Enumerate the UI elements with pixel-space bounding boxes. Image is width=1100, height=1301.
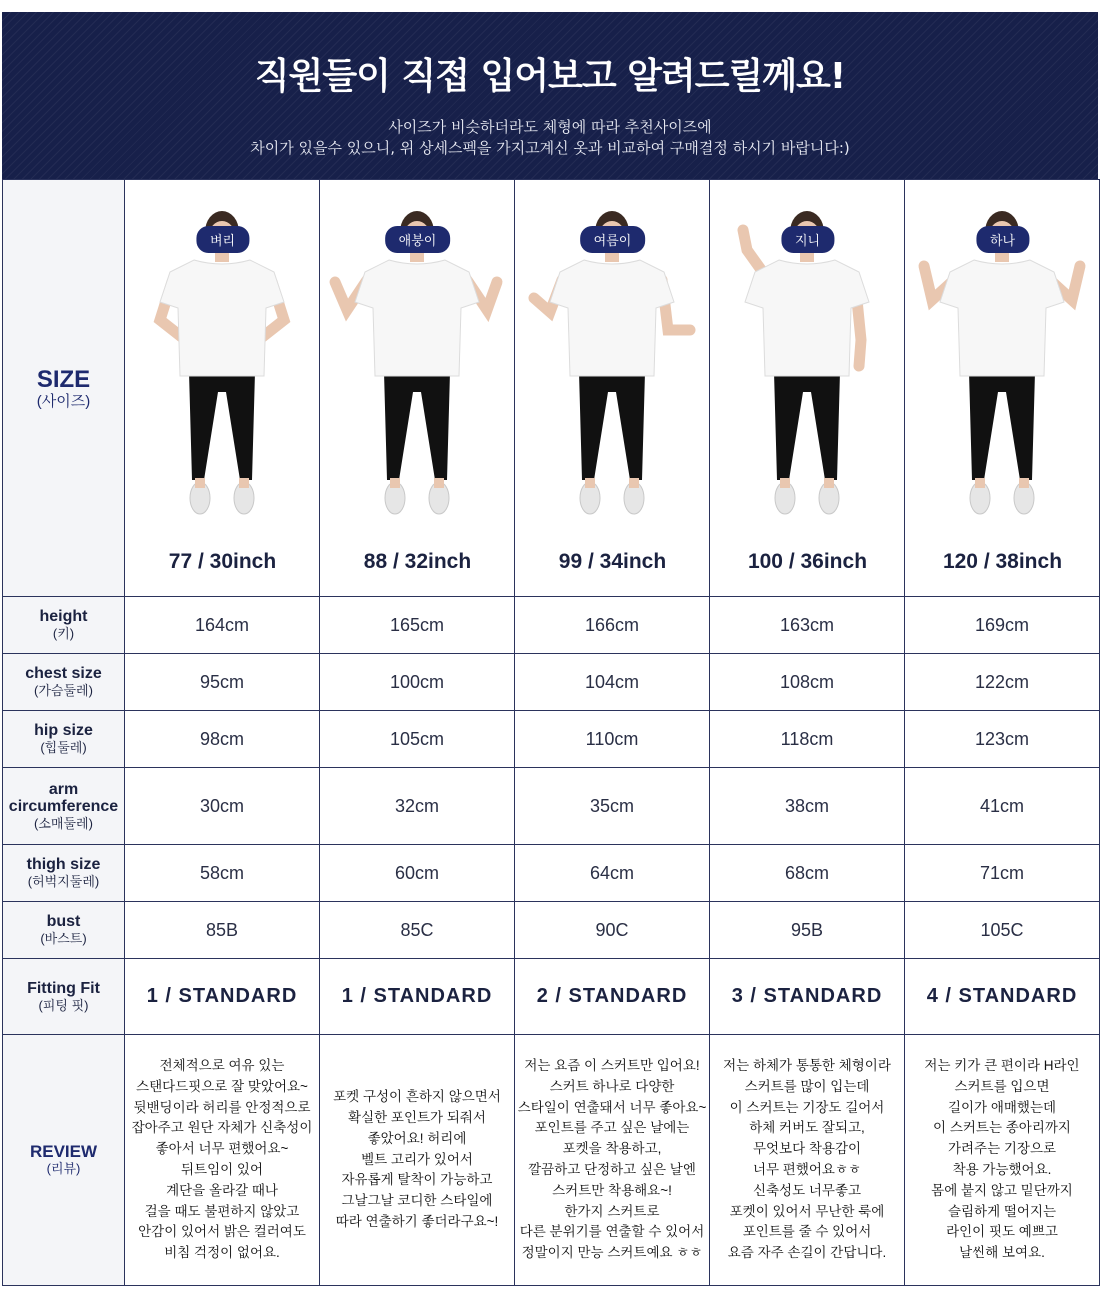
review-line: 날씬해 보여요. bbox=[959, 1245, 1045, 1261]
model-cell bbox=[320, 180, 515, 597]
arm-label-ko: (소매둘레) bbox=[34, 815, 93, 831]
arm-label-1: arm bbox=[48, 780, 79, 798]
model-figure bbox=[515, 180, 710, 596]
chest-value: 95cm bbox=[125, 654, 320, 711]
review-line: 뒤트임이 있어 bbox=[181, 1162, 263, 1177]
model-name-badge: 벼리 bbox=[196, 226, 249, 253]
review-line: 정말이지 만능 스커트예요 ㅎㅎ bbox=[521, 1245, 703, 1261]
review-line: 라인이 핏도 예쁘고 bbox=[946, 1224, 1058, 1240]
white-tshirt bbox=[550, 260, 674, 376]
model-size-label: 99 / 34inch bbox=[558, 550, 667, 573]
review-line: 포인트를 줄 수 있어서 bbox=[742, 1224, 872, 1240]
height-row bbox=[3, 597, 1100, 654]
fit-label: Fitting Fit bbox=[27, 979, 100, 997]
review-line: 스커트만 착용해요~! bbox=[552, 1182, 672, 1198]
fit-value: 2 / STANDARD bbox=[515, 959, 710, 1035]
bust-value: 85C bbox=[320, 902, 515, 959]
chest-label: chest size bbox=[25, 665, 102, 682]
review-line: 잡아주고 원단 자체가 신축성이 bbox=[131, 1120, 313, 1136]
fit-value: 3 / STANDARD bbox=[710, 959, 905, 1035]
review-line: 가려주는 기장으로 bbox=[947, 1141, 1057, 1157]
chest-value: 122cm bbox=[905, 654, 1100, 711]
bust-value: 95B bbox=[710, 902, 905, 959]
review-text bbox=[710, 1035, 905, 1286]
thigh-label-cell bbox=[3, 845, 125, 902]
model-size-label: 77 / 30inch bbox=[168, 550, 277, 573]
review-line: 자유롭게 탈착이 가능하고 bbox=[341, 1172, 493, 1188]
review-line: 뒷밴딩이라 허리를 안정적으로 bbox=[133, 1099, 311, 1115]
size-label: SIZE bbox=[36, 365, 91, 393]
subtitle-line-2: 차이가 있을수 있으니, 위 상세스펙을 가지고계신 옷과 비교하여 구매결정 하시기 바랍니다:) bbox=[250, 139, 850, 157]
bust-value: 105C bbox=[905, 902, 1100, 959]
review-line: 걸을 때도 불편하지 않았고 bbox=[144, 1203, 300, 1219]
model-cell bbox=[125, 180, 320, 597]
review-line: 계단을 올라갈 때나 bbox=[166, 1182, 278, 1198]
thigh-value: 71cm bbox=[905, 845, 1100, 902]
fit-row bbox=[3, 959, 1100, 1035]
arm-label-2: circumference bbox=[8, 797, 119, 815]
height-label-cell bbox=[3, 597, 125, 654]
chest-value: 108cm bbox=[710, 654, 905, 711]
review-line: 그날그날 코디한 스타일에 bbox=[341, 1193, 493, 1209]
white-tshirt bbox=[745, 260, 869, 376]
height-value: 166cm bbox=[515, 597, 710, 654]
height-label-ko: (키) bbox=[52, 626, 75, 641]
model-cell bbox=[515, 180, 710, 597]
review-line: 몸에 붙지 않고 밑단까지 bbox=[931, 1182, 1073, 1198]
model-size-label: 88 / 32inch bbox=[363, 550, 472, 573]
arm-label-cell bbox=[3, 768, 125, 845]
fit-value: 1 / STANDARD bbox=[125, 959, 320, 1035]
review-line: 무엇보다 착용감이 bbox=[752, 1141, 862, 1157]
right-ankle bbox=[434, 478, 444, 488]
leggings bbox=[189, 372, 255, 480]
review-text bbox=[515, 1035, 710, 1286]
right-ankle bbox=[239, 478, 249, 488]
model-name-badge: 애붕이 bbox=[385, 226, 451, 253]
left-ankle bbox=[390, 478, 400, 488]
chest-value: 104cm bbox=[515, 654, 710, 711]
height-label: height bbox=[39, 608, 88, 625]
arm-value: 41cm bbox=[905, 768, 1100, 845]
hip-value: 118cm bbox=[710, 711, 905, 768]
leggings bbox=[969, 372, 1035, 480]
model-name-badge: 하나 bbox=[976, 226, 1029, 253]
bust-row bbox=[3, 902, 1100, 959]
hip-row bbox=[3, 711, 1100, 768]
bust-label: bust bbox=[46, 913, 81, 930]
height-value: 163cm bbox=[710, 597, 905, 654]
fit-label-cell bbox=[3, 959, 125, 1035]
page-subtitle bbox=[2, 117, 1098, 159]
review-line: 저는 요즘 이 스커트만 입어요! bbox=[524, 1058, 700, 1074]
leggings bbox=[579, 372, 645, 480]
review-line: 스커트를 많이 입는데 bbox=[744, 1078, 870, 1094]
white-tshirt bbox=[355, 260, 479, 376]
chest-row bbox=[3, 654, 1100, 711]
review-line: 비침 걱정이 없어요. bbox=[164, 1245, 280, 1261]
review-line: 전체적으로 여유 있는 bbox=[159, 1058, 285, 1074]
left-ankle bbox=[975, 478, 985, 488]
review-line: 이 스커트는 종아리까지 bbox=[933, 1120, 1071, 1136]
thigh-value: 58cm bbox=[125, 845, 320, 902]
review-line: 스커트를 입으면 bbox=[954, 1078, 1050, 1094]
model-name-badge: 여름이 bbox=[580, 226, 646, 253]
thigh-label: thigh size bbox=[26, 856, 101, 873]
left-ankle bbox=[780, 478, 790, 488]
review-line: 좋았어요! 허리에 bbox=[367, 1130, 467, 1146]
leggings bbox=[384, 372, 450, 480]
review-line: 너무 편했어요ㅎㅎ bbox=[752, 1162, 862, 1177]
height-value: 169cm bbox=[905, 597, 1100, 654]
review-line: 벨트 고리가 있어서 bbox=[361, 1151, 473, 1167]
review-line: 이 스커트는 기장도 길어서 bbox=[729, 1099, 885, 1115]
hip-value: 123cm bbox=[905, 711, 1100, 768]
model-cell bbox=[905, 180, 1100, 597]
size-label-cell bbox=[3, 180, 125, 597]
review-line: 저는 키가 큰 편이라 H라인 bbox=[924, 1058, 1080, 1074]
review-line: 요즘 자주 손길이 간답니다. bbox=[727, 1245, 887, 1261]
review-line: 깔끔하고 단정하고 싶은 날엔 bbox=[528, 1162, 696, 1177]
model-size-label: 120 / 38inch bbox=[942, 550, 1063, 573]
hip-value: 110cm bbox=[515, 711, 710, 768]
thigh-value: 64cm bbox=[515, 845, 710, 902]
review-line: 포켓이 있어서 무난한 룩에 bbox=[729, 1203, 885, 1219]
review-text bbox=[905, 1035, 1100, 1286]
model-figure bbox=[320, 180, 515, 596]
review-row bbox=[3, 1035, 1100, 1286]
bust-value: 85B bbox=[125, 902, 320, 959]
review-line: 한가지 스커트로 bbox=[564, 1203, 660, 1219]
review-line: 좋아서 너무 편했어요~ bbox=[155, 1141, 289, 1157]
fit-value: 4 / STANDARD bbox=[905, 959, 1100, 1035]
review-text bbox=[320, 1035, 515, 1286]
fit-label-ko: (피팅 핏) bbox=[38, 997, 89, 1013]
hip-value: 98cm bbox=[125, 711, 320, 768]
review-line: 확실한 포인트가 되줘서 bbox=[348, 1110, 486, 1125]
review-line: 포켓을 착용하고, bbox=[562, 1141, 662, 1157]
left-ankle bbox=[195, 478, 205, 488]
subtitle-line-1: 사이즈가 비슷하더라도 체형에 따라 추천사이즈에 bbox=[388, 118, 712, 136]
height-value: 165cm bbox=[320, 597, 515, 654]
model-figure bbox=[905, 180, 1100, 596]
arm-value: 30cm bbox=[125, 768, 320, 845]
arm-row bbox=[3, 768, 1100, 845]
review-line: 슬림하게 떨어지는 bbox=[947, 1203, 1057, 1219]
arm-value: 38cm bbox=[710, 768, 905, 845]
right-ankle bbox=[824, 478, 834, 488]
bust-value: 90C bbox=[515, 902, 710, 959]
size-label-ko: (사이즈) bbox=[36, 392, 91, 410]
page-title: 직원들이 직접 입어보고 알려드릴께요! bbox=[254, 56, 846, 97]
height-value: 164cm bbox=[125, 597, 320, 654]
left-ankle bbox=[585, 478, 595, 488]
review-line: 착용 가능했어요. bbox=[952, 1162, 1052, 1177]
hip-label-ko: (힙둘레) bbox=[40, 740, 87, 755]
thigh-value: 60cm bbox=[320, 845, 515, 902]
model-size-label: 100 / 36inch bbox=[747, 550, 868, 573]
model-figure bbox=[710, 180, 905, 596]
review-line: 스커트 하나로 다양한 bbox=[549, 1078, 675, 1094]
review-line: 길이가 애매했는데 bbox=[947, 1099, 1057, 1115]
chest-label-ko: (가슴둘레) bbox=[34, 683, 93, 698]
review-line: 다른 분위기를 연출할 수 있어서 bbox=[519, 1224, 705, 1240]
thigh-row bbox=[3, 845, 1100, 902]
model-cell bbox=[710, 180, 905, 597]
leggings bbox=[774, 372, 840, 480]
review-line: 포켓 구성이 흔하지 않으면서 bbox=[333, 1089, 501, 1105]
white-tshirt bbox=[160, 260, 284, 376]
review-line: 저는 하체가 통통한 체형이라 bbox=[723, 1058, 891, 1074]
size-table bbox=[2, 179, 1100, 1286]
bust-label-ko: (바스트) bbox=[40, 931, 87, 946]
hip-label-cell bbox=[3, 711, 125, 768]
right-ankle bbox=[1019, 478, 1029, 488]
hip-label: hip size bbox=[34, 722, 93, 739]
thigh-value: 68cm bbox=[710, 845, 905, 902]
size-row bbox=[3, 180, 1100, 597]
white-tshirt bbox=[940, 260, 1064, 376]
review-label-ko: (리뷰) bbox=[46, 1161, 81, 1176]
review-line: 따라 연출하기 좋더라구요~! bbox=[335, 1213, 499, 1229]
review-label: REVIEW bbox=[29, 1142, 98, 1161]
model-figure bbox=[125, 180, 320, 596]
review-line: 안감이 있어서 밝은 컬러여도 bbox=[138, 1224, 306, 1240]
hip-value: 105cm bbox=[320, 711, 515, 768]
right-ankle bbox=[629, 478, 639, 488]
page-header bbox=[2, 12, 1098, 179]
chest-label-cell bbox=[3, 654, 125, 711]
review-line: 스탠다드핏으로 잘 맞았어요~ bbox=[136, 1078, 308, 1094]
review-label-cell bbox=[3, 1035, 125, 1286]
review-text bbox=[125, 1035, 320, 1286]
arm-value: 35cm bbox=[515, 768, 710, 845]
review-line: 하체 커버도 잘되고, bbox=[749, 1120, 865, 1136]
review-line: 스타일이 연출돼서 너무 좋아요~ bbox=[517, 1099, 707, 1115]
fit-value: 1 / STANDARD bbox=[320, 959, 515, 1035]
model-name-badge: 지니 bbox=[781, 226, 834, 253]
review-line: 포인트를 주고 싶은 날에는 bbox=[534, 1120, 690, 1136]
thigh-label-ko: (허벅지둘레) bbox=[27, 874, 100, 889]
bust-label-cell bbox=[3, 902, 125, 959]
chest-value: 100cm bbox=[320, 654, 515, 711]
arm-value: 32cm bbox=[320, 768, 515, 845]
review-line: 신축성도 너무좋고 bbox=[752, 1182, 862, 1198]
